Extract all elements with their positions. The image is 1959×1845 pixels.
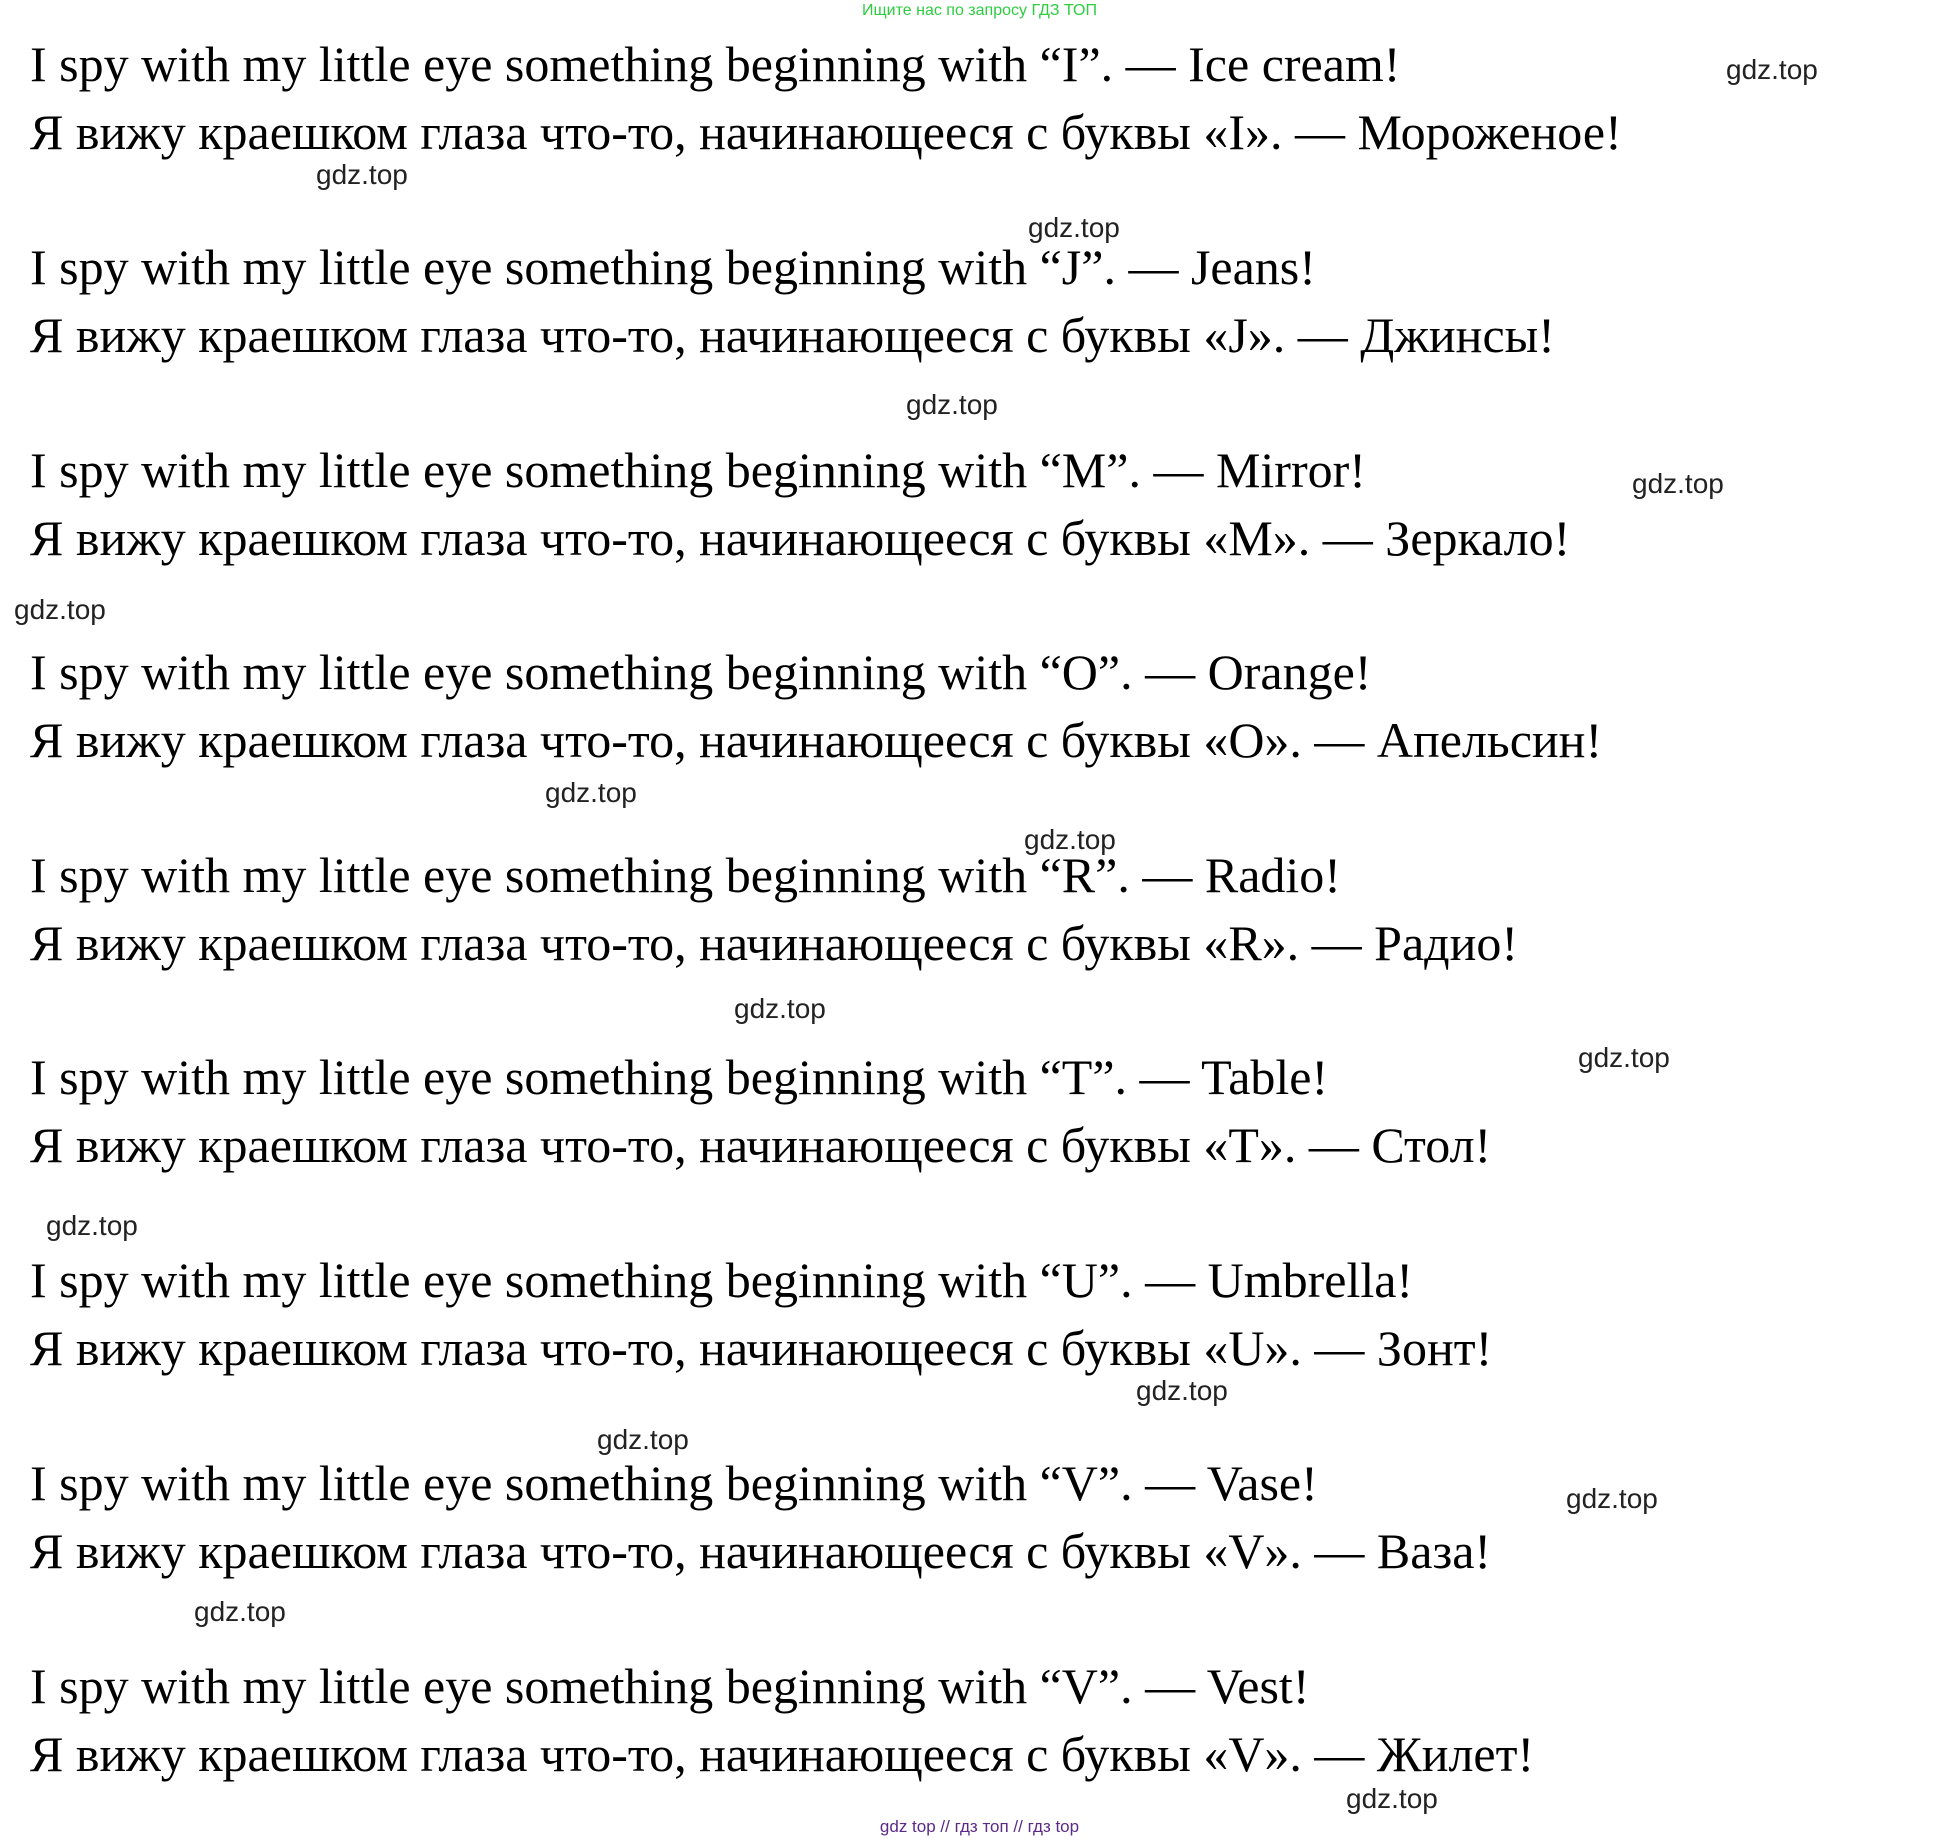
watermark: gdz.top [1566, 1483, 1658, 1514]
watermark: gdz.top [194, 1596, 286, 1627]
sentence-pair-5 [30, 841, 1518, 977]
russian-translation: Я вижу краешком глаза что-то, начинающееся с буквы «I». — Мороженое! [30, 104, 1622, 160]
watermark: gdz.top [1632, 468, 1724, 499]
watermark: gdz.top [1136, 1375, 1228, 1406]
sentence-pair-8 [30, 1449, 1491, 1585]
english-sentence: I spy with my little eye something beginning with “I”. — Ice cream! [30, 36, 1401, 92]
watermark: gdz.top [734, 993, 826, 1024]
watermark: gdz.top [1024, 824, 1116, 855]
header-note: Ищите нас по запросу ГДЗ ТОП [862, 2, 1097, 19]
russian-translation: Я вижу краешком глаза что-то, начинающееся с буквы «U». — Зонт! [30, 1320, 1493, 1376]
watermark: gdz.top [316, 159, 408, 190]
russian-translation: Я вижу краешком глаза что-то, начинающееся с буквы «V». — Жилет! [30, 1726, 1535, 1782]
english-sentence: I spy with my little eye something beginning with “M”. — Mirror! [30, 442, 1366, 498]
footer-note: gdz top // гдз топ // гдз top [879, 1817, 1080, 1836]
sentence-pair-4 [30, 638, 1602, 774]
sentence-pair-2 [30, 233, 1555, 369]
russian-translation: Я вижу краешком глаза что-то, начинающееся с буквы «J». — Джинсы! [30, 307, 1555, 363]
watermark: gdz.top [906, 389, 998, 420]
sentence-pair-1 [30, 30, 1622, 166]
english-sentence: I spy with my little eye something beginning with “U”. — Umbrella! [30, 1252, 1414, 1308]
watermark: gdz.top [1028, 212, 1120, 243]
english-sentence: I spy with my little eye something beginning with “T”. — Table! [30, 1049, 1329, 1105]
english-sentence: I spy with my little eye something beginning with “V”. — Vase! [30, 1455, 1318, 1511]
watermark: gdz.top [14, 594, 106, 625]
english-sentence: I spy with my little eye something beginning with “O”. — Orange! [30, 644, 1372, 700]
watermark: gdz.top [545, 777, 637, 808]
watermark: gdz.top [1346, 1783, 1438, 1814]
english-sentence: I spy with my little eye something beginning with “R”. — Radio! [30, 847, 1341, 903]
watermark: gdz.top [597, 1424, 689, 1455]
watermark: gdz.top [1578, 1042, 1670, 1073]
russian-translation: Я вижу краешком глаза что-то, начинающееся с буквы «R». — Радио! [30, 915, 1519, 971]
sentence-pair-6 [30, 1043, 1491, 1179]
sentence-pair-3 [30, 436, 1570, 572]
russian-translation: Я вижу краешком глаза что-то, начинающееся с буквы «M». — Зеркало! [30, 510, 1571, 566]
watermark: gdz.top [46, 1210, 138, 1241]
english-sentence: I spy with my little eye something beginning with “J”. — Jeans! [30, 239, 1316, 295]
russian-translation: Я вижу краешком глаза что-то, начинающееся с буквы «V». — Ваза! [30, 1523, 1492, 1579]
watermark: gdz.top [1726, 54, 1818, 85]
english-sentence: I spy with my little eye something beginning with “V”. — Vest! [30, 1658, 1310, 1714]
russian-translation: Я вижу краешком глаза что-то, начинающееся с буквы «T». — Стол! [30, 1117, 1492, 1173]
russian-translation: Я вижу краешком глаза что-то, начинающееся с буквы «O». — Апельсин! [30, 712, 1603, 768]
sentence-pair-9 [30, 1652, 1534, 1788]
sentence-pair-7 [30, 1246, 1492, 1382]
